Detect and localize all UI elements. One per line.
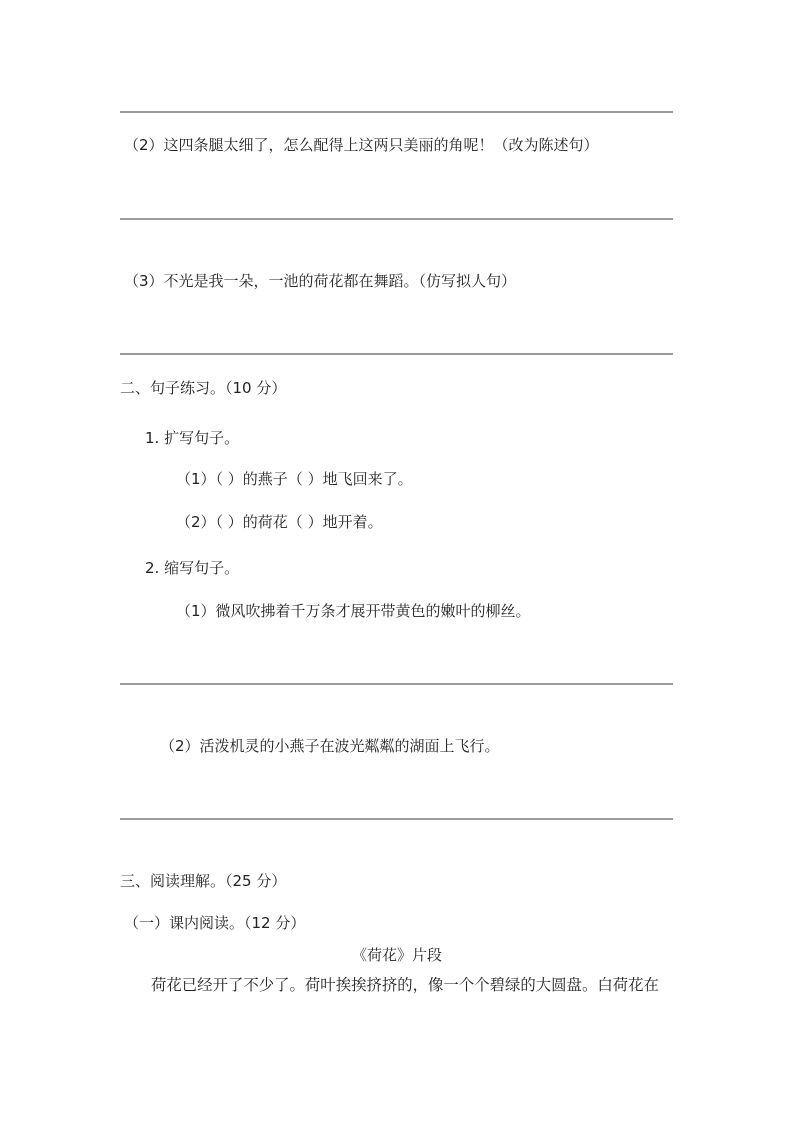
expand-item-swallow: （1）（ ）的燕子（ ）地飞回来了。 bbox=[176, 470, 413, 488]
section-heading-sentence-practice: 二、句子练习。（10 分） bbox=[120, 379, 287, 397]
question-personification: （3）不光是我一朵，一池的荷花都在舞蹈。（仿写拟人句） bbox=[124, 272, 517, 290]
passage-title: 《荷花》片段 bbox=[351, 946, 442, 964]
section-heading-reading: 三、阅读理解。（25 分） bbox=[120, 872, 287, 890]
answer-line bbox=[120, 353, 673, 355]
answer-line bbox=[120, 683, 673, 685]
subheading-expand-sentences: 1. 扩写句子。 bbox=[145, 429, 240, 447]
expand-item-lotus: （2）（ ）的荷花（ ）地开着。 bbox=[176, 513, 383, 531]
answer-line bbox=[120, 111, 673, 113]
passage-text: 荷花已经开了不少了。荷叶挨挨挤挤的，像一个个碧绿的大圆盘。白荷花在 bbox=[151, 976, 659, 994]
question-rewrite-declarative: （2）这四条腿太细了，怎么配得上这两只美丽的角呢！（改为陈述句） bbox=[124, 136, 599, 154]
shorten-item-swallow: （2）活泼机灵的小燕子在波光粼粼的湖面上飞行。 bbox=[160, 737, 500, 755]
answer-line bbox=[120, 818, 673, 820]
subheading-in-class-reading: （一）课内阅读。（12 分） bbox=[124, 914, 306, 932]
subheading-shorten-sentences: 2. 缩写句子。 bbox=[145, 559, 240, 577]
answer-line bbox=[120, 218, 673, 220]
shorten-item-willow: （1）微风吹拂着千万条才展开带黄色的嫩叶的柳丝。 bbox=[176, 602, 531, 620]
